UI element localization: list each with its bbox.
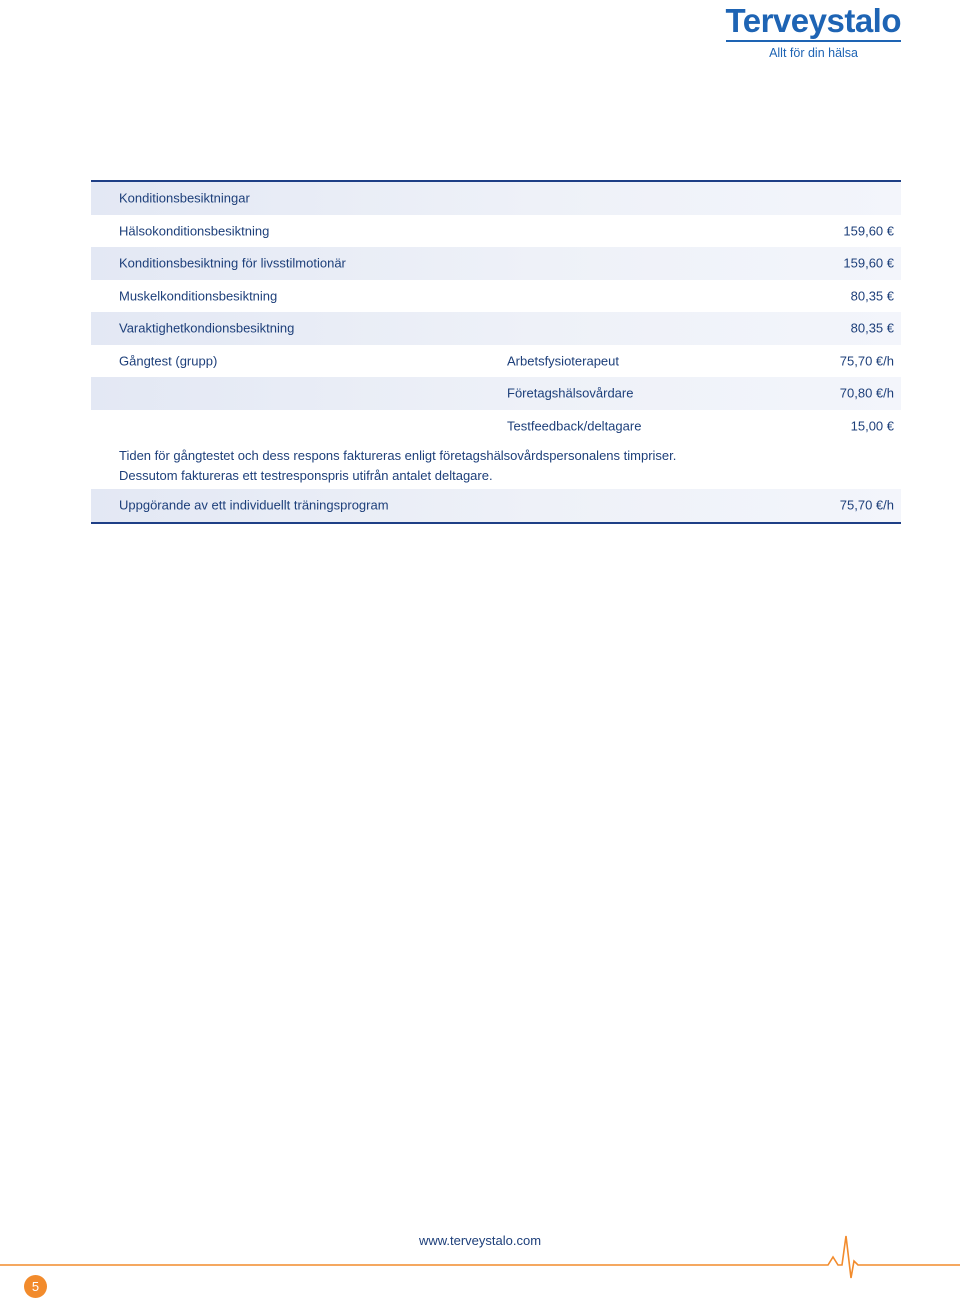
heartbeat-line-icon bbox=[0, 1231, 960, 1291]
service-name: Gångtest (grupp) bbox=[119, 353, 218, 369]
service-price: 70,80 €/h bbox=[839, 385, 894, 401]
table-note bbox=[91, 442, 901, 489]
service-name: Uppgörande av ett individuellt träningsprogram bbox=[119, 497, 389, 513]
table-row bbox=[91, 489, 901, 524]
service-price: 80,35 € bbox=[850, 288, 894, 304]
service-price: 75,70 €/h bbox=[839, 497, 894, 513]
table-row bbox=[91, 377, 901, 410]
logo-wordmark: Terveystalo bbox=[725, 2, 901, 39]
service-role: Arbetsfysioterapeut bbox=[507, 353, 620, 369]
terveystalo-logo bbox=[726, 3, 901, 60]
logo-underline bbox=[726, 40, 901, 42]
service-price: 15,00 € bbox=[850, 418, 894, 434]
table-section-header bbox=[91, 180, 901, 215]
table-row bbox=[91, 410, 901, 443]
table-row bbox=[91, 280, 901, 313]
service-role: Testfeedback/deltagare bbox=[507, 418, 642, 434]
service-price: 75,70 €/h bbox=[839, 353, 894, 369]
service-price: 159,60 € bbox=[843, 255, 894, 271]
service-name: Varaktighetkondionsbesiktning bbox=[119, 320, 295, 336]
note-line: Tiden för gångtestet och dess respons faktureras enligt företagshälsovårdspersonalens timpriser. bbox=[119, 448, 677, 463]
service-price: 159,60 € bbox=[843, 223, 894, 239]
note-line: Dessutom faktureras ett testresponspris utifrån antalet deltagare. bbox=[119, 468, 493, 483]
service-role: Företagshälsovårdare bbox=[507, 385, 634, 401]
table-row bbox=[91, 345, 901, 378]
service-name: Konditionsbesiktning för livsstilmotionär bbox=[119, 255, 346, 271]
logo-tagline: Allt för din hälsa bbox=[769, 46, 858, 60]
website-link[interactable]: www.terveystalo.com bbox=[418, 1233, 542, 1248]
section-title: Konditionsbesiktningar bbox=[119, 190, 250, 206]
service-name: Muskelkonditionsbesiktning bbox=[119, 288, 278, 304]
page-number-badge: 5 bbox=[24, 1275, 47, 1298]
price-table bbox=[91, 180, 901, 524]
service-price: 80,35 € bbox=[850, 320, 894, 336]
table-row bbox=[91, 312, 901, 345]
table-row bbox=[91, 247, 901, 280]
table-row bbox=[91, 215, 901, 248]
service-name: Hälsokonditionsbesiktning bbox=[119, 223, 270, 239]
